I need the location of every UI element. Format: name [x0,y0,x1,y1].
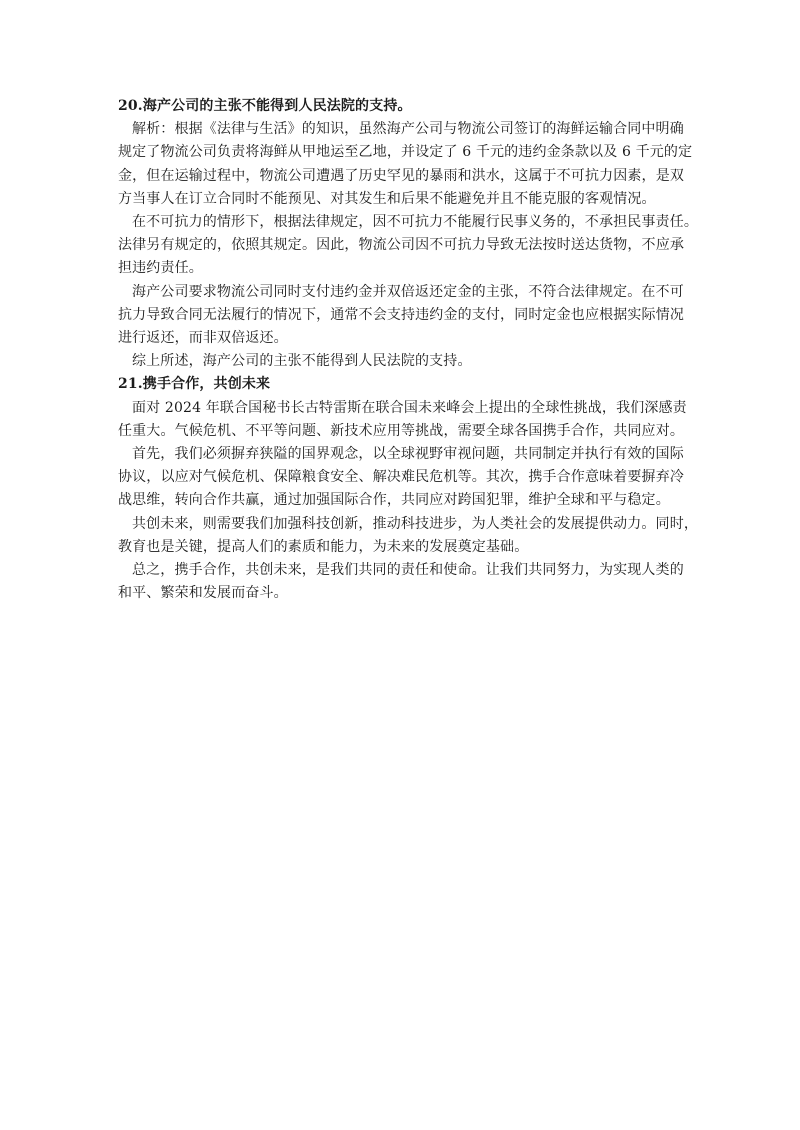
answer-20-paragraph-3 [118,281,684,351]
answer-20-heading: 20.海产公司的主张不能得到人民法院的支持。 [118,98,412,114]
text-line: 在不可抗力的情形下，根据法律规定，因不可抗力不能履行民事义务的，不承担民事责任。 [132,214,698,231]
text-line: 方当事人在订立合同时不能预见、对其发生和后果不能避免并且不能克服的客观情况。 [118,190,656,207]
text-line: 和平、繁荣和发展而奋斗。 [118,585,288,602]
text-line: 战思维，转向合作共赢，通过加强国际合作，共同应对跨国犯罪，维护全球和平与稳定。 [118,492,670,509]
text-line: 解析：根据《法律与生活》的知识，虽然海产公司与物流公司签订的海鲜运输合同中明确 [132,121,684,138]
answer-20 [118,95,698,373]
text-line: 总之，携手合作，共创未来，是我们共同的责任和使命。让我们共同努力，为实现人类的 [132,562,684,579]
answer-21-heading: 21.携手合作，共创未来 [118,376,271,393]
text-line: 首先，我们必须摒弃狭隘的国界观念，以全球视野审视问题，共同制定并执行有效的国际 [132,446,684,463]
text-line: 规定了物流公司负责将海鲜从甲地运至乙地，并设定了 6 千元的违约金条款以及 6 千元的定 [118,144,693,161]
answer-21-paragraph-1 [118,397,687,443]
answer-21-paragraph-2 [118,443,684,513]
text-line: 金，但在运输过程中，物流公司遭遇了历史罕见的暴雨和洪水，这属于不可抗力因素，是双 [118,167,684,184]
answer-20-paragraph-1 [118,118,693,211]
text-line: 教育也是关键，提高人们的素质和能力，为未来的发展奠定基础。 [118,538,529,555]
text-line: 面对 2024 年联合国秘书长古特雷斯在联合国未来峰会上提出的全球性挑战，我们深感责 [132,399,687,416]
text-line: 进行返还，而非双倍返还。 [118,330,288,347]
text-line: 任重大。气候危机、不平等问题、新技术应用等挑战，需要全球各国携手合作，共同应对。 [118,422,684,439]
document-page [118,95,698,605]
text-line: 抗力导致合同无法履行的情况下，通常不会支持违约金的支付，同时定金也应根据实际情况 [118,306,684,323]
answer-21-paragraph-3 [118,513,698,559]
answer-21 [118,373,698,605]
text-line: 综上所述，海产公司的主张不能得到人民法院的支持。 [132,353,472,370]
text-line: 法律另有规定的，依照其规定。因此，物流公司因不可抗力导致无法按时送达货物，不应承 [118,237,684,254]
text-line: 共创未来，则需要我们加强科技创新，推动科技进步，为人类社会的发展提供动力。同时， [132,515,698,532]
text-line: 协议，以应对气候危机、保障粮食安全、解决难民危机等。其次，携手合作意味着要摒弃冷 [118,469,684,486]
answer-20-paragraph-4 [118,350,684,373]
answer-21-paragraph-4 [118,559,684,605]
answer-20-paragraph-2 [118,211,698,281]
text-line: 海产公司要求物流公司同时支付违约金并双倍返还定金的主张，不符合法律规定。在不可 [132,283,684,300]
text-line: 担违约责任。 [118,260,203,277]
